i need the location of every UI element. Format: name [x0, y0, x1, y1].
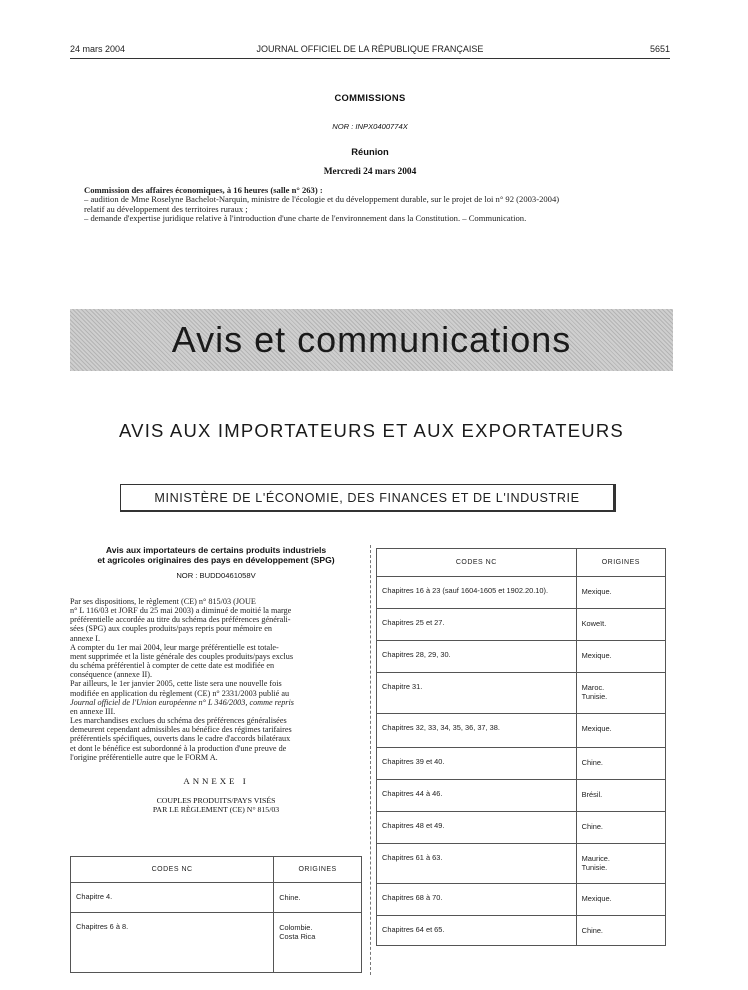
- ministry-name: MINISTÈRE DE L'ÉCONOMIE, DES FINANCES ET DE L'INDUSTRIE: [154, 490, 580, 505]
- annex-subtitle-line: COUPLES PRODUITS/PAYS VISÉS: [156, 795, 276, 805]
- origin-cell: Mexique.: [576, 641, 665, 673]
- code-cell: Chapitres 32, 33, 34, 35, 36, 37, 38.: [377, 714, 577, 748]
- paragraph-line: Par ses dispositions, le règlement (CE) n° 815/03 (JOUE: [70, 597, 256, 606]
- commission-line: relatif au développement des territoires ruraux ;: [84, 204, 248, 214]
- origin-cell: Chine.: [576, 812, 665, 844]
- header-date: 24 mars 2004: [70, 44, 126, 54]
- origin-cell: Mexique.: [576, 577, 665, 609]
- code-cell: Chapitres 48 et 49.: [377, 812, 577, 844]
- table-row: [71, 883, 362, 913]
- code-cell: Chapitres 28, 29, 30.: [377, 641, 577, 673]
- notice-nor: NOR : BUDD0461058V: [176, 571, 256, 580]
- table-row: [377, 714, 666, 748]
- code-cell: Chapitres 44 à 46.: [377, 780, 577, 812]
- code-cell: Chapitres 61 à 63.: [377, 844, 577, 884]
- paragraph-line: préférentielle accordée au titre du schéma des préférences générali-: [70, 615, 291, 625]
- header-rule: [70, 58, 670, 59]
- column-header-codes: CODES NC: [71, 857, 274, 883]
- origin-cell: Chine.: [274, 883, 362, 913]
- column-header-origins: ORIGINES: [576, 549, 665, 577]
- commission-line: – audition de Mme Roselyne Bachelot-Narquin, ministre de l'écologie et du développement durable, sur le projet de loi n° 92 (2003-2004): [84, 195, 560, 205]
- paragraph-line: l'origine préférentielle autre que le FORM A.: [70, 752, 218, 762]
- paragraph-line: en annexe III.: [70, 706, 116, 716]
- column-divider: [370, 545, 371, 975]
- commission-line: Commission des affaires économiques, à 16 heures (salle n° 263) :: [84, 186, 323, 195]
- table-row: [71, 913, 362, 973]
- paragraph-line: et dont le bénéfice est subordonné à la production d'une preuve de: [70, 743, 287, 753]
- paragraph-line: n° L 116/03 et JORF du 25 mai 2003) a diminué de moitié la marge: [70, 606, 292, 616]
- origin-cell: Mexique.: [576, 714, 665, 748]
- origin-cell: Colombie. Costa Rica: [274, 913, 362, 973]
- section-title: AVIS AUX IMPORTATEURS ET AUX EXPORTATEURS: [119, 420, 624, 441]
- code-cell: Chapitres 68 à 70.: [377, 884, 577, 916]
- banner-text: Avis et communications: [171, 319, 572, 360]
- table-row: [377, 812, 666, 844]
- paragraph-line: Par ailleurs, le 1er janvier 2005, cette liste sera une nouvelle fois: [70, 679, 282, 689]
- origin-cell: Koweït.: [576, 609, 665, 641]
- notice-title-line: Avis aux importateurs de certains produits industriels: [105, 545, 327, 555]
- notice-paragraph: [70, 716, 362, 762]
- origin-cell: Maroc. Tunisie.: [576, 673, 665, 714]
- notice-paragraph: [70, 597, 362, 643]
- avis-banner: [70, 309, 673, 371]
- origin-cell: Chine.: [576, 916, 665, 946]
- notice-column: [70, 545, 362, 814]
- code-cell: Chapitres 16 à 23 (sauf 1604-1605 et 1902.20.10).: [377, 577, 577, 609]
- code-cell: Chapitre 4.: [71, 883, 274, 913]
- code-cell: Chapitres 64 et 65.: [377, 916, 577, 946]
- paragraph-line: ment supprimée et la liste générale des couples produits/pays exclus: [70, 651, 294, 661]
- table-row: [377, 844, 666, 884]
- paragraph-line: Les marchandises exclues du schéma des préférences généralisées: [70, 716, 287, 726]
- notice-paragraph: [70, 679, 362, 716]
- paragraph-line: demeurent cependant admissibles au bénéfice des régimes tarifaires: [70, 725, 292, 735]
- paragraph-line: annexe I.: [70, 633, 101, 643]
- origin-cell: Maurice. Tunisie.: [576, 844, 665, 884]
- paragraph-line: A compter du 1er mai 2004, leur marge préférentielle est totale-: [70, 642, 279, 652]
- column-header-codes: CODES NC: [377, 549, 577, 577]
- commissions-title: COMMISSIONS: [334, 92, 406, 103]
- table-row: [377, 641, 666, 673]
- table-row: [377, 916, 666, 946]
- column-header-origins: ORIGINES: [274, 857, 362, 883]
- paragraph-line: conséquence (annexe II).: [70, 670, 153, 680]
- annex-table: [70, 856, 362, 973]
- page-number: 5651: [649, 44, 670, 54]
- code-cell: Chapitres 6 à 8.: [71, 913, 274, 973]
- code-cell: Chapitre 31.: [377, 673, 577, 714]
- commission-agenda: [84, 186, 674, 223]
- code-cell: Chapitres 25 et 27.: [377, 609, 577, 641]
- table-row: [377, 884, 666, 916]
- notice-paragraph: [70, 643, 362, 680]
- paragraph-line: modifiée en application du règlement (CE) n° 2331/2003 publié au: [70, 688, 290, 698]
- origin-cell: Chine.: [576, 748, 665, 780]
- commission-line: – demande d'expertise juridique relative à l'introduction d'une charte de l'environnement dans la Constitution. – Communication.: [84, 213, 527, 223]
- commissions-nor: NOR : INPX0400774X: [332, 122, 408, 131]
- origin-cell: Brésil.: [576, 780, 665, 812]
- paragraph-line: Journal officiel de l'Union européenne n° L 346/2003, comme repris: [70, 697, 294, 707]
- table-row: [377, 748, 666, 780]
- reunion-title: Réunion: [351, 146, 389, 157]
- annex-subtitle: [70, 796, 362, 814]
- table-row: [377, 673, 666, 714]
- origins-table: [376, 548, 666, 946]
- origin-cell: Mexique.: [576, 884, 665, 916]
- code-cell: Chapitres 39 et 40.: [377, 748, 577, 780]
- paragraph-line: préférentiels spécifiques, ouverts dans le cadre d'accords bilatéraux: [70, 734, 291, 744]
- journal-title: JOURNAL OFFICIEL DE LA RÉPUBLIQUE FRANÇAISE: [256, 44, 484, 54]
- annex-subtitle-line: PAR LE RÈGLEMENT (CE) N° 815/03: [152, 804, 280, 814]
- annex-title: ANNEXE I: [183, 775, 249, 786]
- paragraph-line: sées (SPG) aux couples produits/pays repris pour mémoire en: [70, 624, 272, 634]
- notice-title-line: et agricoles originaires des pays en développement (SPG): [97, 555, 335, 565]
- table-row: [377, 780, 666, 812]
- table-row: [377, 577, 666, 609]
- paragraph-line: du schéma préférentiel à compter de cette date est modifiée en: [70, 661, 275, 671]
- table-row: [377, 609, 666, 641]
- ministry-box: [120, 484, 616, 512]
- reunion-date: Mercredi 24 mars 2004: [323, 167, 417, 177]
